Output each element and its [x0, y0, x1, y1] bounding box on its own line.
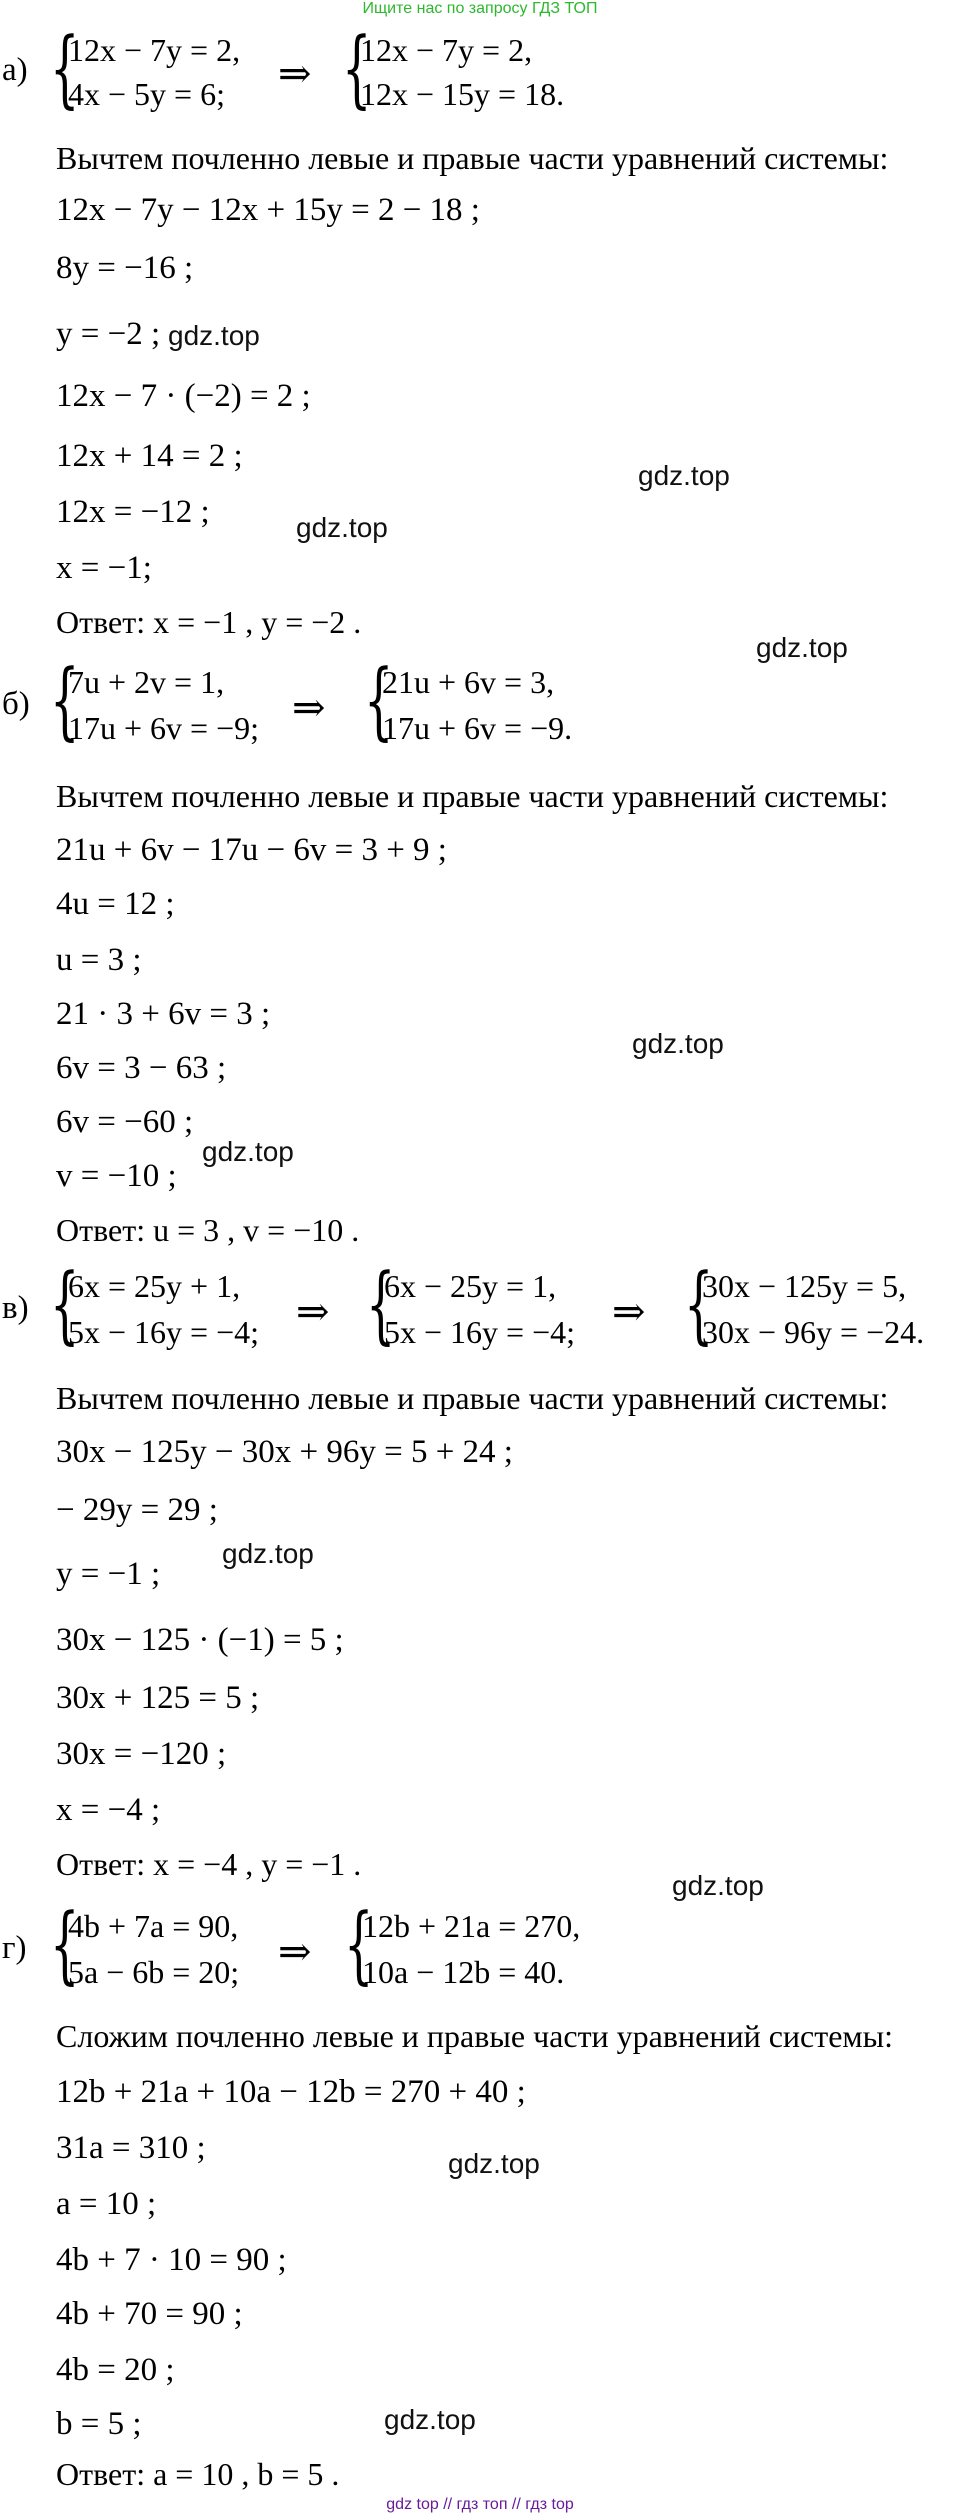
equation: 17u + 6v = −9. — [382, 710, 573, 746]
watermark: gdz.top — [384, 2404, 476, 2435]
implies-arrow-icon: ⇒ — [292, 685, 326, 730]
step: x = −4 ; — [56, 1792, 161, 1828]
watermark: gdz.top — [168, 320, 260, 351]
watermark: gdz.top — [448, 2148, 540, 2179]
brace-icon: { — [366, 1255, 396, 1353]
step: 12x = −12 ; — [56, 494, 210, 530]
part-b-answer: Ответ: u = 3 , v = −10 . — [56, 1212, 360, 1248]
step: 6v = −60 ; — [56, 1104, 194, 1140]
step: 4b + 70 = 90 ; — [56, 2296, 243, 2332]
step: a = 10 ; — [56, 2186, 157, 2222]
step: b = 5 ; — [56, 2406, 142, 2442]
brace-icon: { — [50, 651, 80, 749]
equation: 5a − 6b = 20; — [68, 1954, 240, 1990]
equation: 5x − 16y = −4; — [68, 1314, 260, 1350]
step: 30x − 125 · (−1) = 5 ; — [56, 1622, 344, 1658]
part-b-method: Вычтем почленно левые и правые части уравнений системы: — [56, 778, 889, 814]
step: 4u = 12 ; — [56, 886, 175, 922]
step: 4b = 20 ; — [56, 2352, 175, 2388]
implies-arrow-icon: ⇒ — [278, 51, 312, 96]
part-b-label: б) — [2, 686, 30, 722]
brace-icon: { — [344, 1895, 374, 1993]
watermark: gdz.top — [202, 1136, 294, 1167]
step: − 29y = 29 ; — [56, 1492, 218, 1528]
part-a-method: Вычтем почленно левые и правые части уравнений системы: — [56, 140, 889, 176]
implies-arrow-icon: ⇒ — [296, 1289, 330, 1334]
step: 12x − 7 · (−2) = 2 ; — [56, 378, 311, 414]
brace-icon: { — [50, 19, 80, 117]
equation: 12x − 15y = 18. — [360, 76, 565, 112]
step: 12b + 21a + 10a − 12b = 270 + 40 ; — [56, 2074, 526, 2110]
step: 31a = 310 ; — [56, 2130, 206, 2166]
part-g-method: Сложим почленно левые и правые части уравнений системы: — [56, 2018, 894, 2054]
step: v = −10 ; — [56, 1158, 177, 1194]
step: 30x = −120 ; — [56, 1736, 227, 1772]
brace-icon: { — [364, 651, 394, 749]
step: 21 · 3 + 6v = 3 ; — [56, 996, 271, 1032]
watermark: gdz.top — [632, 1028, 724, 1059]
search-banner[interactable]: Ищите нас по запросу ГДЗ ТОП — [362, 0, 598, 17]
part-v-method: Вычтем почленно левые и правые части уравнений системы: — [56, 1380, 889, 1416]
step: 12x − 7y − 12x + 15y = 2 − 18 ; — [56, 192, 480, 228]
step: 4b + 7 · 10 = 90 ; — [56, 2242, 287, 2278]
step: y = −2 ; — [56, 316, 161, 352]
implies-arrow-icon: ⇒ — [278, 1929, 312, 1974]
footer-links[interactable]: gdz top // гдз топ // гдз top — [386, 2496, 574, 2513]
part-g-answer: Ответ: a = 10 , b = 5 . — [56, 2456, 340, 2492]
part-g-label: г) — [2, 1930, 27, 1966]
watermark: gdz.top — [672, 1870, 764, 1901]
equation: 6x = 25y + 1, — [68, 1268, 241, 1304]
part-v-label: в) — [2, 1290, 29, 1326]
step: y = −1 ; — [56, 1556, 161, 1592]
part-a-answer: Ответ: x = −1 , y = −2 . — [56, 604, 362, 640]
equation: 4b + 7a = 90, — [68, 1908, 239, 1944]
equation: 12x − 7y = 2, — [360, 32, 533, 68]
step: 8y = −16 ; — [56, 250, 194, 286]
brace-icon: { — [50, 1895, 80, 1993]
brace-icon: { — [684, 1255, 714, 1353]
step: u = 3 ; — [56, 942, 142, 978]
watermark: gdz.top — [222, 1538, 314, 1569]
equation: 30x − 96y = −24. — [702, 1314, 925, 1350]
equation: 4x − 5y = 6; — [68, 76, 225, 112]
step: 21u + 6v − 17u − 6v = 3 + 9 ; — [56, 832, 447, 868]
brace-icon: { — [342, 19, 372, 117]
watermark: gdz.top — [638, 460, 730, 491]
equation: 6x − 25y = 1, — [384, 1268, 557, 1304]
step: 30x + 125 = 5 ; — [56, 1680, 260, 1716]
step: x = −1; — [56, 550, 152, 586]
equation: 5x − 16y = −4; — [384, 1314, 576, 1350]
implies-arrow-icon: ⇒ — [612, 1289, 646, 1334]
part-a-label: а) — [2, 52, 28, 88]
step: 30x − 125y − 30x + 96y = 5 + 24 ; — [56, 1434, 513, 1470]
part-v-answer: Ответ: x = −4 , y = −1 . — [56, 1846, 362, 1882]
equation: 10a − 12b = 40. — [362, 1954, 565, 1990]
equation: 17u + 6v = −9; — [68, 710, 260, 746]
brace-icon: { — [50, 1255, 80, 1353]
equation: 12b + 21a = 270, — [362, 1908, 581, 1944]
equation: 7u + 2v = 1, — [68, 664, 225, 700]
equation: 21u + 6v = 3, — [382, 664, 555, 700]
equation: 30x − 125y = 5, — [702, 1268, 907, 1304]
step: 12x + 14 = 2 ; — [56, 438, 243, 474]
watermark: gdz.top — [296, 512, 388, 543]
watermark: gdz.top — [756, 632, 848, 663]
equation: 12x − 7y = 2, — [68, 32, 241, 68]
step: 6v = 3 − 63 ; — [56, 1050, 227, 1086]
